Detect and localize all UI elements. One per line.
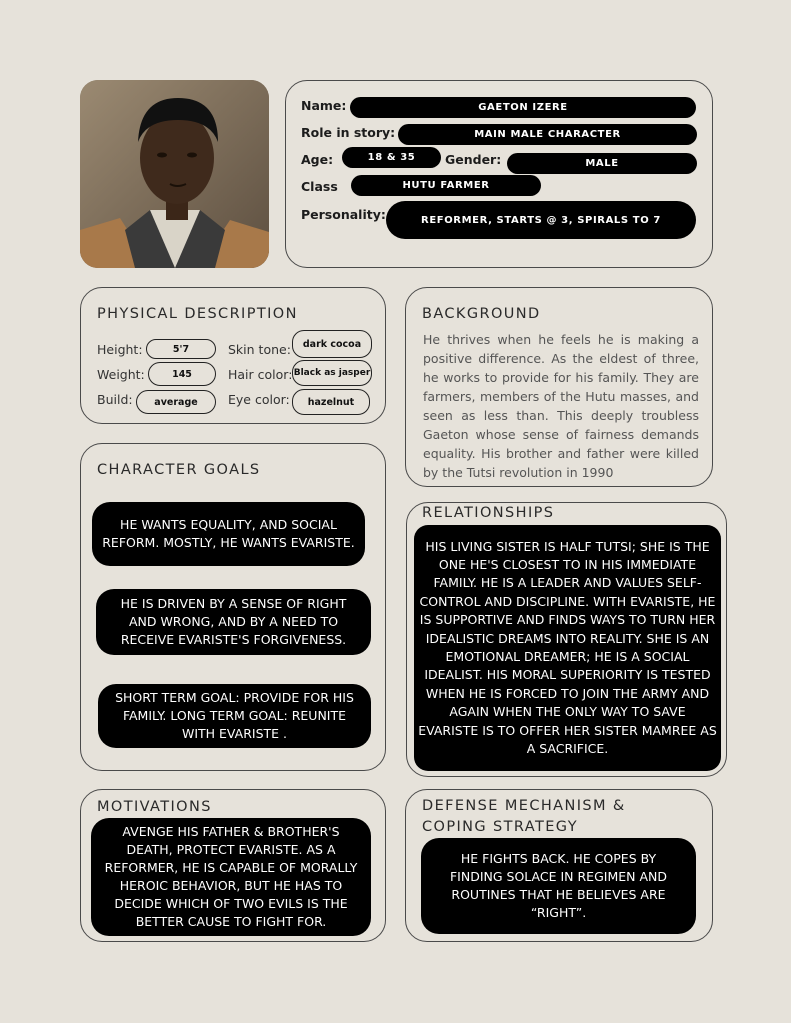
age-label: Age:: [301, 152, 334, 167]
skin-tone-value: dark cocoa: [292, 330, 372, 358]
character-portrait: [80, 80, 269, 268]
goals-title: CHARACTER GOALS: [97, 462, 261, 478]
name-value: GAETON IZERE: [350, 97, 696, 118]
motivations-card: [80, 789, 386, 942]
physical-title: PHYSICAL DESCRIPTION: [97, 306, 298, 322]
hair-color-label: Hair color:: [228, 367, 293, 382]
goal-item-2: HE IS DRIVEN BY A SENSE OF RIGHT AND WRONG, AND BY A NEED TO RECEIVE EVARISTE'S FORGIVENESS.: [96, 589, 371, 655]
hair-color-value: Black as jasper: [292, 360, 372, 386]
portrait-illustration: [80, 80, 269, 268]
background-text: He thrives when he feels he is making a positive difference. As the eldest of three, he works to provide for his family. They are farmers, members of the Hutu masses, and seen as less than. This deeply troubless Gaeton whose sense of fairness demands equality. His brother and father were killed by the Tutsi revolution in 1990: [423, 332, 699, 480]
profile-card: [285, 80, 713, 268]
goal-item-1: HE WANTS EQUALITY, AND SOCIAL REFORM. MOSTLY, HE WANTS EVARISTE.: [92, 502, 365, 566]
character-goals-card: [80, 443, 386, 771]
personality-value: REFORMER, STARTS @ 3, SPIRALS TO 7: [386, 201, 696, 239]
defense-title-line2: COPING STRATEGY: [422, 819, 578, 835]
weight-label: Weight:: [97, 367, 145, 382]
relationships-title: RELATIONSHIPS: [422, 505, 555, 521]
goal-item-3: SHORT TERM GOAL: PROVIDE FOR HIS FAMILY. LONG TERM GOAL: REUNITE WITH EVARISTE .: [98, 684, 371, 748]
eye-color-value: hazelnut: [292, 389, 370, 415]
eye-color-label: Eye color:: [228, 392, 290, 407]
role-label: Role in story:: [301, 125, 396, 140]
build-label: Build:: [97, 392, 133, 407]
background-title: BACKGROUND: [422, 306, 541, 322]
relationships-card: [406, 502, 727, 777]
weight-value: 145: [148, 362, 216, 386]
build-value: average: [136, 390, 216, 414]
relationships-text: HIS LIVING SISTER IS HALF TUTSI; SHE IS THE ONE HE'S CLOSEST TO IN HIS IMMEDIATE FAMILY. HE IS A LEADER AND VALUES SELF-CONTROL AND DISCIPLINE. WITH EVARISTE, HE IS SUPPORTIVE AND FINDS WAYS TO TURN HER IDEALISTIC DREAMS INTO REALITY. SHE IS AN EMOTIONAL DREAMER; HE IS A SOCIAL IDEALIST. HIS MORAL SUPERIORITY IS TESTED WHEN HE IS FORCED TO JOIN THE ARMY AND AGAIN WHEN THE ONLY WAY TO SAVE EVARISTE IS TO OFFER HER SISTER MAMREE AS A SACRIFICE.: [414, 525, 721, 771]
motivations-text: AVENGE HIS FATHER & BROTHER'S DEATH, PROTECT EVARISTE. AS A REFORMER, HE IS CAPABLE OF MORALLY HEROIC BEHAVIOR, BUT HE HAS TO DECIDE WHICH OF TWO EVILS IS THE BETTER CAUSE TO FIGHT FOR.: [91, 818, 371, 936]
gender-label: Gender:: [445, 152, 502, 167]
height-label: Height:: [97, 342, 143, 357]
class-value: HUTU FARMER: [351, 175, 541, 196]
motivations-title: MOTIVATIONS: [97, 799, 212, 815]
physical-description-card: [80, 287, 386, 424]
class-label: Class: [301, 179, 338, 194]
defense-mechanism-card: [405, 789, 713, 942]
skin-tone-label: Skin tone:: [228, 342, 291, 357]
height-value: 5'7: [146, 339, 216, 359]
role-value: MAIN MALE CHARACTER: [398, 124, 697, 145]
defense-text: HE FIGHTS BACK. HE COPES BY FINDING SOLACE IN REGIMEN AND ROUTINES THAT HE BELIEVES ARE “RIGHT”.: [421, 838, 696, 934]
age-value: 18 & 35: [342, 147, 441, 168]
name-label: Name:: [301, 98, 347, 113]
personality-label: Personality:: [301, 207, 386, 222]
background-card: [405, 287, 713, 487]
defense-title-line1: DEFENSE MECHANISM &: [422, 798, 626, 814]
gender-value: MALE: [507, 153, 697, 174]
